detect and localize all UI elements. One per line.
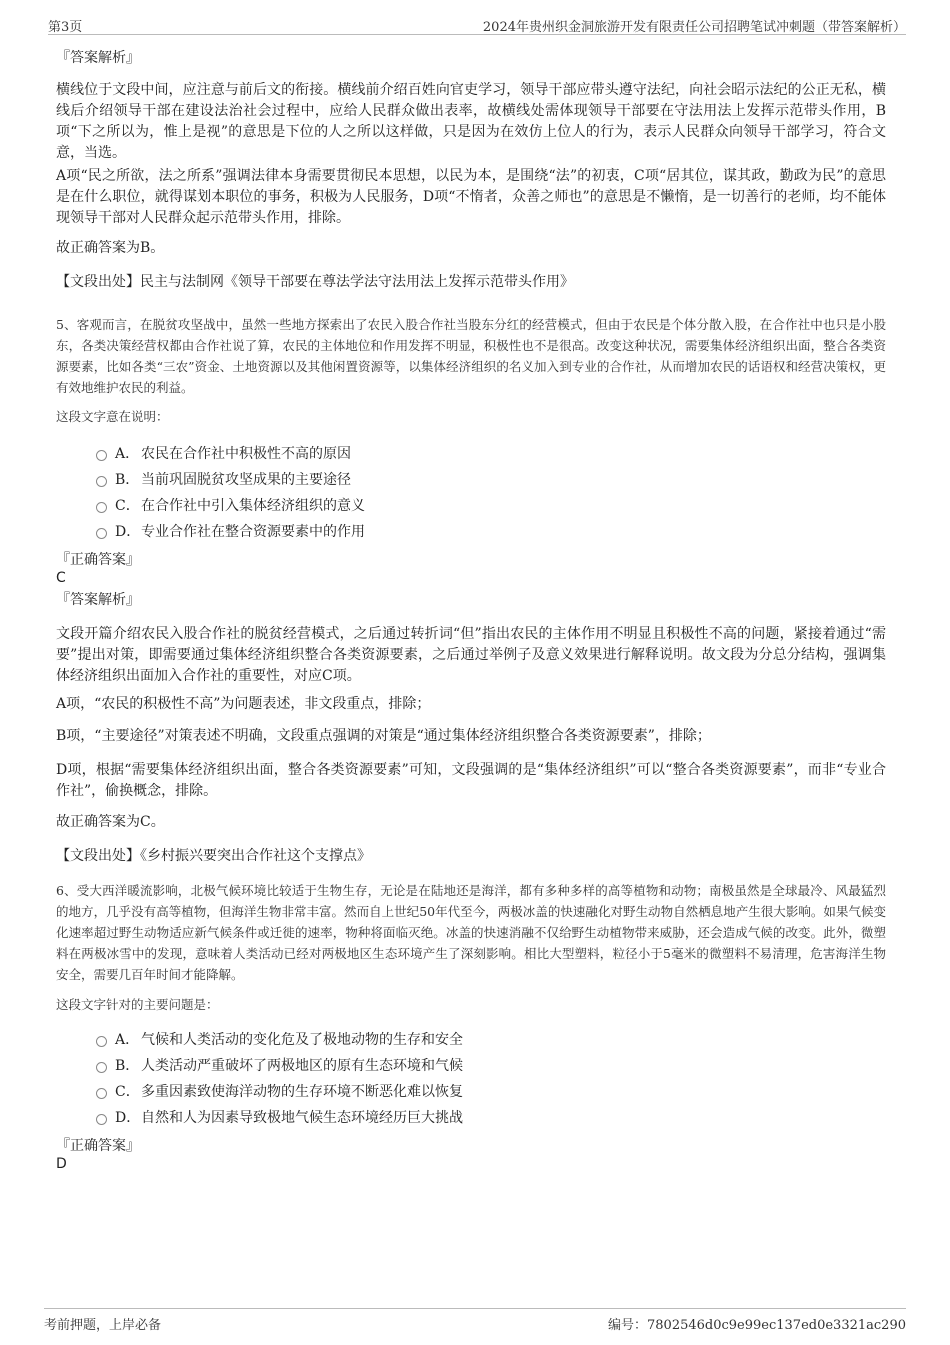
radio-icon[interactable] [96, 502, 107, 513]
page-header [48, 14, 906, 35]
option-a[interactable]: A． 气候和人类活动的变化危及了极地动物的生存和安全 [96, 1030, 463, 1050]
option-a-explanation: A项，“农民的积极性不高”为问题表述，非文段重点，排除； [56, 696, 431, 712]
question-prompt: 这段文字针对的主要问题是： [56, 997, 219, 1012]
answer-label: 『正确答案』 [56, 552, 140, 568]
conclusion: 故正确答案为B。 [56, 240, 165, 256]
option-b[interactable]: B． 人类活动严重破坏了两极地区的原有生态环境和气候 [96, 1056, 463, 1076]
correct-answer: D [56, 1156, 67, 1172]
document-title: 2024年贵州织金洞旅游开发有限责任公司招聘笔试冲刺题（带答案解析） [482, 20, 906, 35]
footer-slogan: 考前押题，上岸必备 [44, 1318, 162, 1333]
radio-icon[interactable] [96, 476, 107, 487]
radio-icon[interactable] [96, 1062, 107, 1073]
correct-answer: C [56, 570, 66, 586]
analysis-label: 『答案解析』 [56, 592, 140, 608]
radio-icon[interactable] [96, 450, 107, 461]
radio-icon[interactable] [96, 528, 107, 539]
analysis-paragraph: 文段开篇介绍农民入股合作社的脱贫经营模式，之后通过转折词“但”指出农民的主体作用不明显且积极性不高的问题，紧接着通过“需要”提出对策，即需要通过集体经济组织整合各类资源要素，之后通过举例子及意义效果进行解释说明。故文段为分总分结构，强调集体经济组织出面加入合作社的重要性，对应C项。 [56, 626, 886, 684]
option-d[interactable]: D． 自然和人为因素导致极地气候生态环境经历巨大挑战 [96, 1108, 463, 1128]
option-d-explanation: D项，根据“需要集体经济组织出面，整合各类资源要素”可知，文段强调的是“集体经济组织”可以“整合各类资源要素”，而非“专业合作社”，偷换概念，排除。 [56, 762, 886, 799]
question-stem: 6、受大西洋暖流影响，北极气候环境比较适于生物生存，无论是在陆地还是海洋，都有多种多样的高等植物和动物；南极虽然是全球最冷、风最猛烈的地方，几乎没有高等植物，但海洋生物非常丰富。然而自上世纪50年代至今，两极冰盖的快速融化对野生动物自然栖息地产生很大影响。如果气候变化速率超过野生动物适应新气候条件或迁徙的速率，物种将面临灭绝。冰盖的快速消融不仅给野生动植物带来威胁，还会造成气候的改变。此外，微塑料在两极冰雪中的发现，意味着人类活动已经对两极地区生态环境产生了深刻影响。相比大型塑料，粒径小于5毫米的微塑料不易清理，危害海洋生物安全，需要几百年时间才能降解。 [56, 883, 886, 982]
option-b-explanation: B项，“主要途径”对策表述不明确，文段重点强调的对策是“通过集体经济组织整合各类资源要素”，排除； [56, 728, 711, 744]
answer-label: 『正确答案』 [56, 1138, 140, 1154]
page-footer [44, 1308, 906, 1335]
analysis-paragraph: 横线位于文段中间，应注意与前后文的衔接。横线前介绍百姓向官吏学习，领导干部应带头遵守法纪，向社会昭示法纪的公正无私，横线后介绍领导干部在建设法治社会过程中，应给人民群众做出表率，故横线处需体现领导干部要在守法用法上发挥示范带头作用，B项“下之所以为，惟上是视”的意思是下位的人之所以这样做，只是因为在效仿上位人的行为，表示人民群众向领导干部学习，符合文意，当选。 [56, 82, 886, 161]
document-code: 编号：7802546d0c9e99ec137ed0e3321ac290 [608, 1318, 906, 1333]
question-stem: 5、客观而言，在脱贫攻坚战中，虽然一些地方探索出了农民入股合作社当股东分红的经营模式，但由于农民是个体分散入股，在合作社中也只是小股东，各类决策经营权都由合作社说了算，农民的主体地位和作用发挥不明显，积极性也不是很高。改变这种状况，需要集体经济组织出面，整合各类资源要素，比如各类“三农”资金、土地资源以及其他闲置资源等，以集体经济组织的名义加入到专业的合作社，从而增加农民的话语权和经营决策权，更有效地维护农民的利益。 [56, 317, 886, 395]
option-d[interactable]: D． 专业合作社在整合资源要素中的作用 [96, 522, 365, 542]
radio-icon[interactable] [96, 1114, 107, 1125]
conclusion: 故正确答案为C。 [56, 814, 165, 830]
analysis-paragraph: A项“民之所欲，法之所系”强调法律本身需要贯彻民本思想，以民为本，是围绕“法”的初衷，C项“居其位，谋其政，勤政为民”的意思是在什么职位，就得谋划本职位的事务，积极为人民服务，D项“不惰者，众善之师也”的意思是不懒惰，是一切善行的老师，均不能体现领导干部对人民群众起示范带头作用，排除。 [56, 168, 886, 226]
source-citation: 【文段出处】民主与法制网《领导干部要在尊法学法守法用法上发挥示范带头作用》 [56, 274, 574, 290]
option-c[interactable]: C． 在合作社中引入集体经济组织的意义 [96, 496, 365, 516]
analysis-label: 『答案解析』 [56, 50, 140, 66]
radio-icon[interactable] [96, 1036, 107, 1047]
option-c[interactable]: C． 多重因素致使海洋动物的生存环境不断恶化难以恢复 [96, 1082, 463, 1102]
question-prompt: 这段文字意在说明： [56, 409, 169, 424]
page-number: 第3页 [48, 20, 83, 35]
radio-icon[interactable] [96, 1088, 107, 1099]
source-citation: 【文段出处】《乡村振兴要突出合作社这个支撑点》 [56, 848, 371, 864]
option-a[interactable]: A． 农民在合作社中积极性不高的原因 [96, 444, 351, 464]
option-b[interactable]: B． 当前巩固脱贫攻坚成果的主要途径 [96, 470, 351, 490]
